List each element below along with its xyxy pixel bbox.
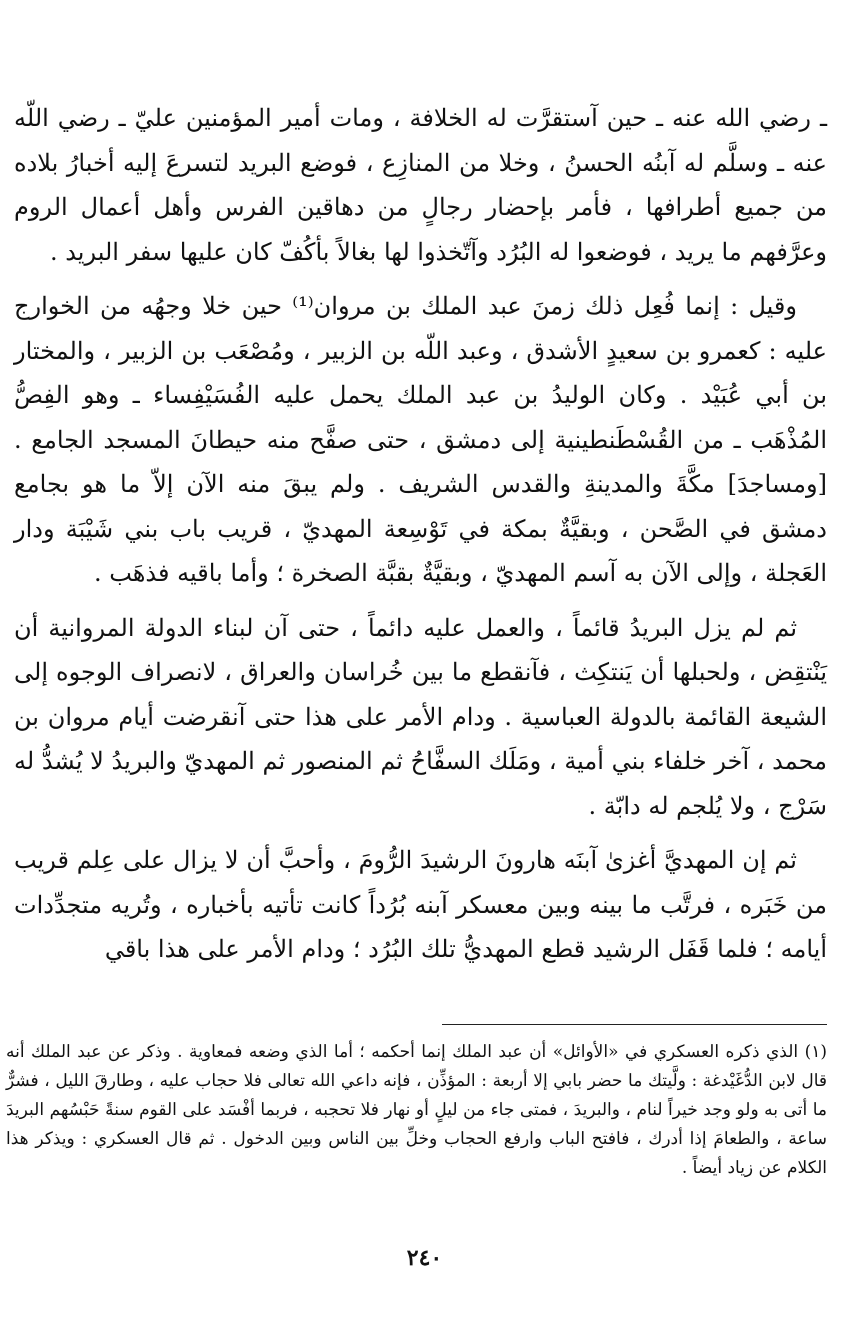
footnote-divider bbox=[442, 1024, 827, 1025]
paragraph-2: وقيل : إنما فُعِل ذلك زمنَ عبد الملك بن مروان⁽¹⁾ حين خلا وجهُه من الخوارج عليه : كعمرو بن سعيدٍ الأشدق ، وعبد اللّه بن الزبير ، ومُصْعَب بن الزبير ، والمختار بن أبي عُبَيْد . وكان الوليدُ بن عبد الملك يحمل عليه الفُسَيْفِساء ـ وهو الفِصُّ المُذْهَب ـ من القُسْطَنطينية إلى دمشق ، حتى صفَّح منه حيطانَ المسجد الجامع . [ومساجدَ] مكَّةَ والمدينةِ والقدس الشريف . ولم يبقَ منه الآن إلاّ ما هو بجامع دمشق في الصَّحن ، وبقيَّةٌ بمكة في تَوْسِعة المهديّ ، قريب باب بني شَيْبَة ودار العَجلة ، وإلى الآن به آسم المهديّ ، وبقيَّةٌ بقبَّة الصخرة ؛ وأما باقيه فذهَب . bbox=[14, 292, 827, 587]
paragraph-3: ثم لم يزل البريدُ قائماً ، والعمل عليه دائماً ، حتى آن لبناء الدولة المروانية أن يَنْتقِض ، ولحبلها أن يَنتكِث ، فآنقطع ما بين خُراسان والعراق ، لانصراف الوجوه إلى الشيعة القائمة بالدولة العباسية . ودام الأمر على هذا حتى آنقرضت أيام مروان بن محمد ، آخر خلفاء بني أمية ، ومَلَك السفَّاحُ ثم المنصور ثم المهديّ والبريدُ لا يُشدُّ له سَرْج ، ولا يُلجم له دابّة . bbox=[14, 613, 827, 820]
paragraph-4: ثم إن المهديَّ أغزىٰ آبنَه هارونَ الرشيدَ الرُّومَ ، وأحبَّ أن لا يزال على عِلم قريب من خَبَره ، فرتَّب ما بينه وبين معسكر آبنه بُرُداً كانت تأتيه بأخباره ، وتُريه متجدِّدات أيامه ؛ فلما قَفَل الرشيد قطع المهديُّ تلك البُرُد ؛ ودام الأمر على هذا باقي bbox=[14, 846, 827, 963]
footnotes bbox=[6, 1038, 827, 1183]
main-text bbox=[14, 96, 827, 972]
paragraph-1: ـ رضي الله عنه ـ حين آستقرَّت له الخلافة ، ومات أمير المؤمنين عليّ ـ رضي اللّه عنه ـ وسلَّم له آبنُه الحسنُ ، وخلا من المنازِع ، فوضع البريد لتسرعَ إليه أخبارُ بلاده من جميع أطرافها ، فأمر بإحضار رجالٍ من دهاقين الفرس وأهل أعمال الروم وعرَّفهم ما يريد ، فوضعوا له البُرُد وآتّخذوا لها بغالاً بأكُفّ كان عليها سفر البريد . bbox=[14, 104, 827, 266]
footnote-1: (١) الذي ذكره العسكري في «الأوائل» أن عبد الملك إنما أحكمه ؛ أما الذي وضعه فمعاوية . وذكر عن عبد الملك أنه قال لابن الدُّغَيْدغة : ولَّيتك ما حضر بابي إلا أربعة : المؤذِّن ، فإنه داعي الله تعالى فلا حجاب عليه ، وطارقَ الليل ، فشرٌّ ما أتى به ولو وجد خيراً لنام ، والبريدَ ، فمتى جاء من ليلٍ أو نهار فلا تحجبه ، فربما أفْسَد على القوم سنةً حَبْسُهم البريدَ ساعة ، والطعامَ إذا أدرك ، فافتح الباب وارفع الحجاب وخلِّ بين الناس وبين الدخول . ثم قال العسكري : ويذكر هذا الكلام عن زياد أيضاً . bbox=[6, 1042, 827, 1178]
page-number: ٢٤٠ bbox=[406, 1245, 443, 1271]
